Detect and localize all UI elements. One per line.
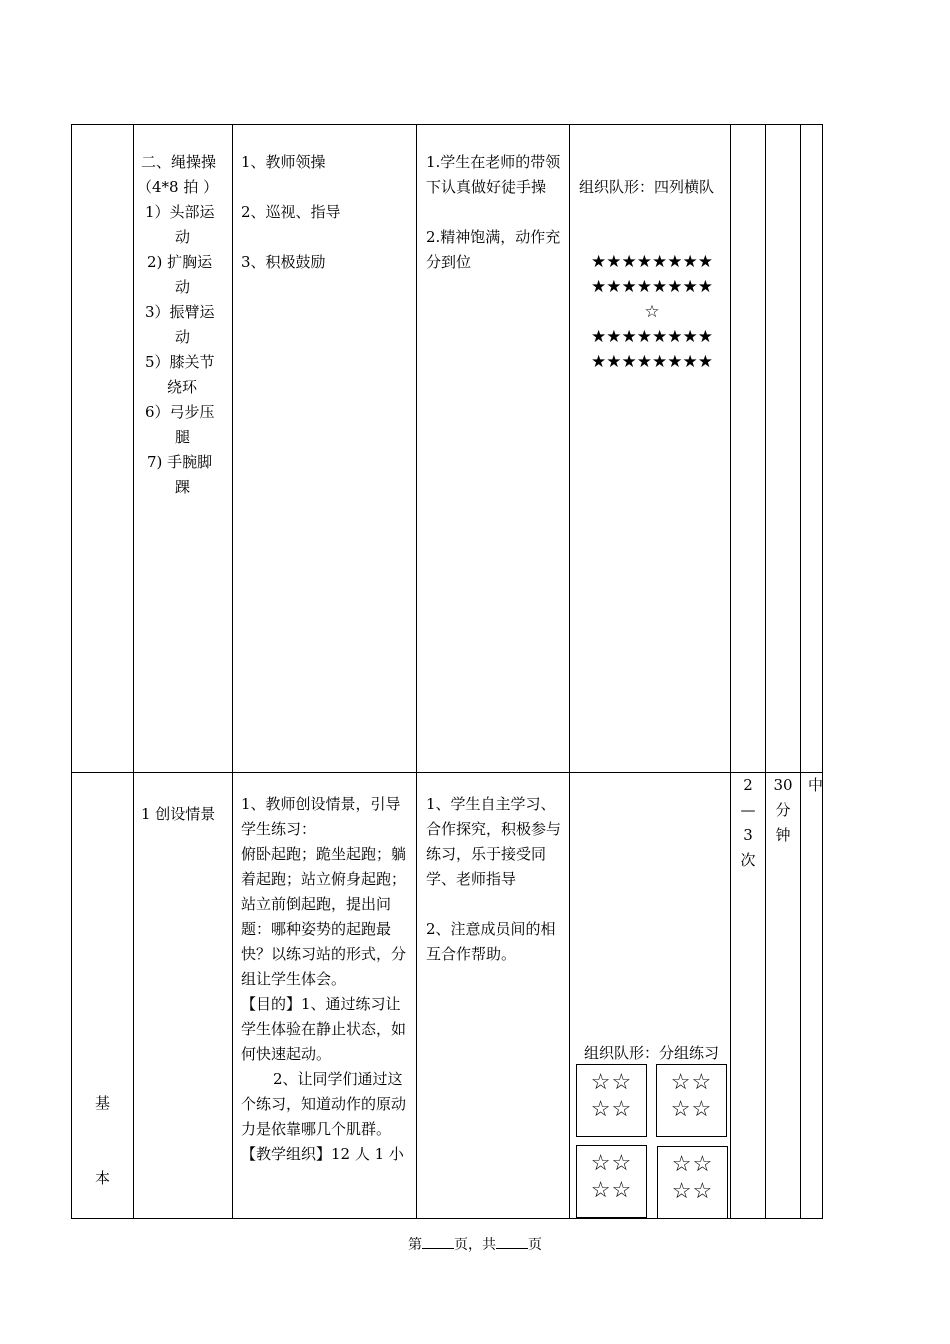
row1-item-num: 1）头部运 bbox=[145, 203, 215, 221]
col-border-2 bbox=[232, 124, 233, 1219]
count-char: 3 bbox=[743, 826, 753, 844]
row2-teacher-p2: 俯卧起跑；跪坐起跑；躺着起跑；站立俯身起跑；站立前倒起跑，提出问题：哪种姿势的起跑最快？以练习站的形式，分组让学生体会。 bbox=[241, 845, 407, 988]
row1-item-cont: 动 bbox=[175, 278, 191, 296]
row2-count bbox=[731, 773, 765, 873]
row1-content-beats: （4*8 拍 ） bbox=[137, 178, 219, 196]
row1-student bbox=[426, 150, 564, 275]
row1-item bbox=[141, 200, 231, 250]
row1-item-num: 2) 扩胸运 bbox=[147, 253, 213, 271]
row1-item bbox=[141, 400, 231, 450]
row2-section-label bbox=[72, 1091, 133, 1191]
group-box: ☆☆ ☆☆ bbox=[657, 1146, 728, 1219]
formation-row: ★★★★★★★★ bbox=[591, 327, 713, 347]
row1-content bbox=[137, 150, 231, 500]
footer-middle: 页，共 bbox=[454, 1237, 496, 1253]
section-char: 基 bbox=[94, 1094, 110, 1112]
row2-teacher bbox=[241, 792, 411, 1167]
col-border-3 bbox=[416, 124, 417, 1219]
row1-item-cont: 绕环 bbox=[167, 378, 198, 396]
row1-organization-label: 组织队形：四列横队 bbox=[579, 178, 715, 196]
row2-organization-label: 组织队形：分组练习 bbox=[584, 1044, 720, 1062]
row2-student-item: 2、注意成员间的相互合作帮助。 bbox=[426, 920, 556, 963]
row2-intensity: 中 bbox=[808, 776, 824, 794]
page-footer bbox=[0, 1232, 950, 1258]
row-divider bbox=[71, 772, 823, 773]
formation-row: ★★★★★★★★ bbox=[591, 252, 713, 272]
row1-item-num: 3）振臂运 bbox=[145, 303, 215, 321]
row1-item-cont: 动 bbox=[175, 328, 191, 346]
row1-teacher bbox=[241, 150, 411, 275]
row2-teacher-p4: 2、让同学们通过这个练习，知道动作的原动力是依靠哪几个肌群。 bbox=[241, 1070, 407, 1138]
row1-item bbox=[141, 450, 231, 500]
col-border-6 bbox=[765, 124, 766, 1219]
row1-content-title: 二、绳操操 bbox=[141, 153, 217, 171]
row1-student-item: 1.学生在老师的带领下认真做好徒手操 bbox=[426, 153, 561, 196]
footer-suffix: 页 bbox=[528, 1237, 542, 1253]
row2-time bbox=[766, 773, 800, 848]
row1-item-cont: 腿 bbox=[175, 428, 191, 446]
col-border-4 bbox=[569, 124, 570, 1219]
row1-item bbox=[141, 350, 231, 400]
formation-row: ★★★★★★★★ bbox=[591, 277, 713, 297]
page-number-blank bbox=[422, 1232, 454, 1249]
row1-teacher-item: 2、巡视、指导 bbox=[241, 203, 341, 221]
col-border-5 bbox=[730, 124, 731, 1219]
count-char: 2 bbox=[743, 776, 753, 794]
teacher-star: ☆ bbox=[644, 302, 660, 322]
row1-teacher-item: 3、积极鼓励 bbox=[241, 253, 326, 271]
row2-content: 1 创设情景 bbox=[141, 805, 216, 823]
row1-student-item: 2.精神饱满，动作充分到位 bbox=[426, 228, 561, 271]
col-border-1 bbox=[133, 124, 134, 1219]
row2-teacher-p5: 【教学组织】12 人 1 小 bbox=[241, 1145, 404, 1163]
row1-item-num: 5）膝关节 bbox=[145, 353, 215, 371]
table-top-border bbox=[71, 124, 823, 125]
page-total-blank bbox=[496, 1232, 528, 1249]
row1-teacher-item: 1、教师领操 bbox=[241, 153, 326, 171]
formation-row: ★★★★★★★★ bbox=[591, 352, 713, 372]
count-char: 次 bbox=[740, 851, 756, 869]
group-box: ☆☆ ☆☆ bbox=[576, 1064, 647, 1137]
row2-student bbox=[426, 792, 564, 967]
row1-item-cont: 踝 bbox=[175, 478, 191, 496]
row2-student-item: 1、学生自主学习、合作探究，积极参与练习，乐于接受同学、老师指导 bbox=[426, 795, 562, 888]
count-char: — bbox=[740, 801, 756, 819]
row1-formation bbox=[579, 250, 725, 375]
section-char: 本 bbox=[94, 1169, 110, 1187]
col-border-7 bbox=[800, 124, 801, 1219]
footer-prefix: 第 bbox=[408, 1237, 422, 1253]
time-char: 30 bbox=[773, 776, 793, 794]
row2-teacher-p1: 1、教师创设情景，引导学生练习： bbox=[241, 795, 401, 838]
row1-item bbox=[141, 250, 231, 300]
time-char: 钟 bbox=[775, 826, 791, 844]
row1-item-cont: 动 bbox=[175, 228, 191, 246]
row1-item-num: 6）弓步压 bbox=[145, 403, 215, 421]
group-box: ☆☆ ☆☆ bbox=[656, 1064, 727, 1137]
group-box: ☆☆ ☆☆ bbox=[576, 1145, 647, 1218]
row2-teacher-p3: 【目的】1、通过练习让学生体验在静止状态，如何快速起动。 bbox=[241, 995, 407, 1063]
col-border-0 bbox=[71, 124, 72, 1219]
row1-item bbox=[141, 300, 231, 350]
time-char: 分 bbox=[775, 801, 791, 819]
row1-item-num: 7) 手腕脚 bbox=[147, 453, 213, 471]
col-border-8 bbox=[822, 124, 823, 1219]
